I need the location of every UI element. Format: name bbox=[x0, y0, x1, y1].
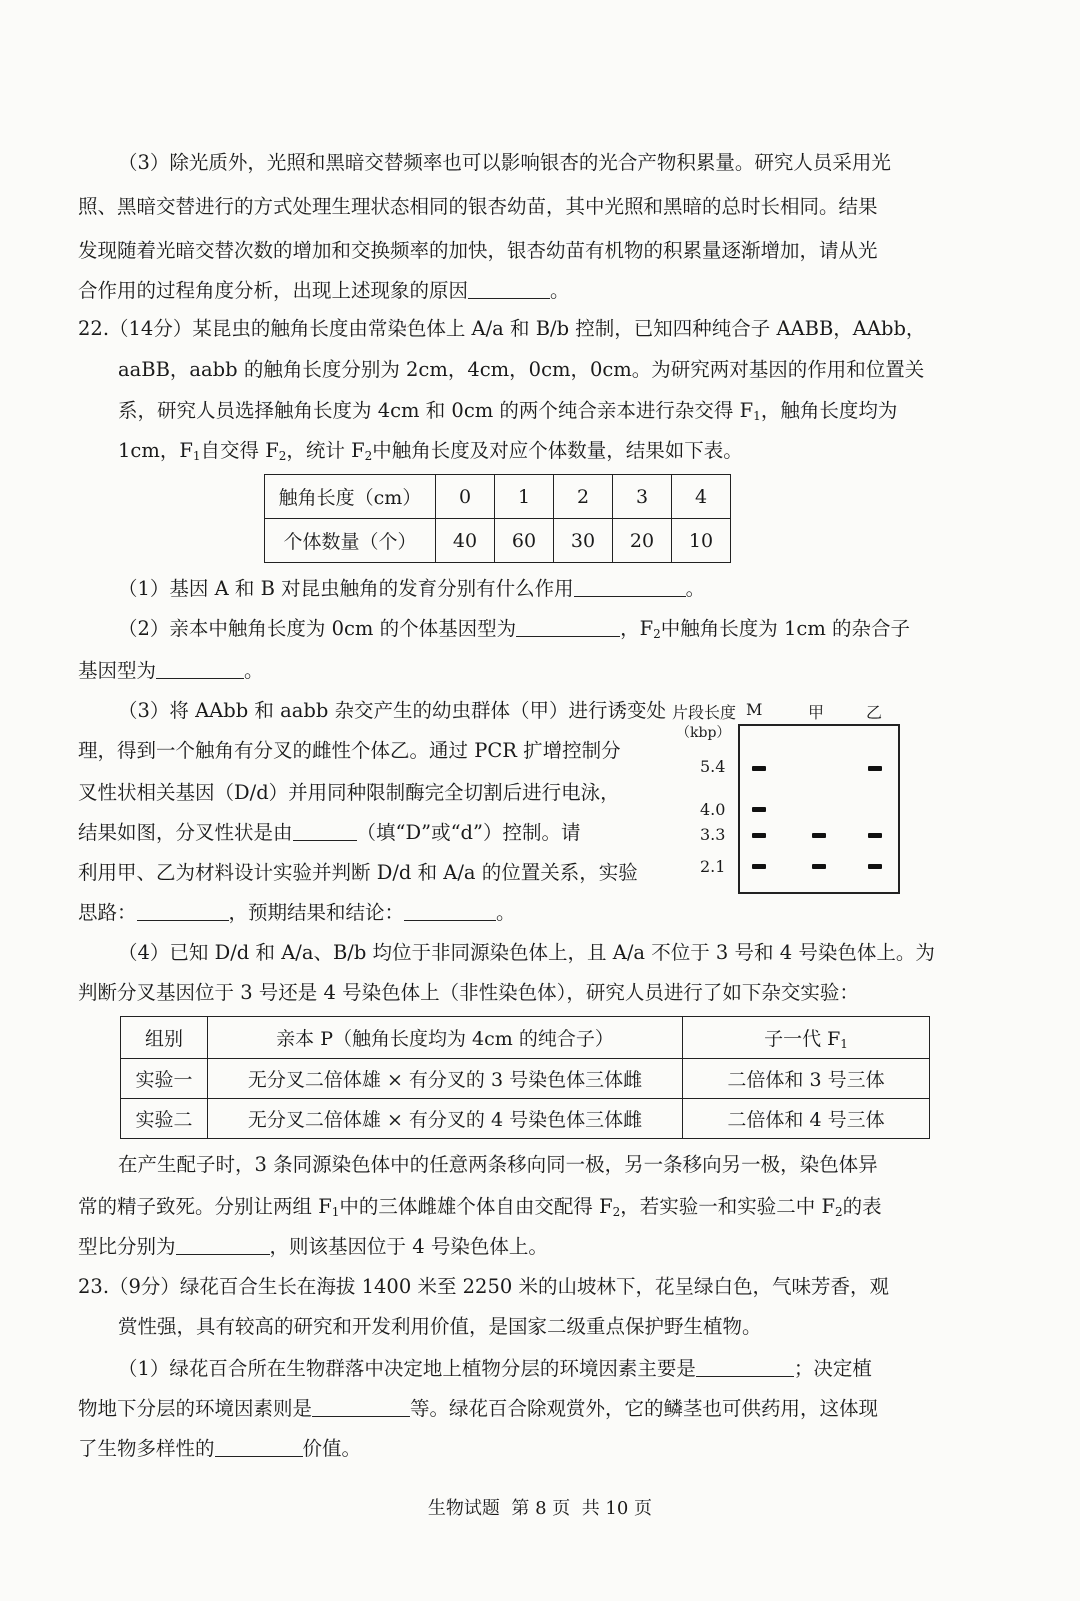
q22-3-line-5: 利用甲、乙为材料设计实验并判断 D/d 和 A/a 的位置关系，实验 bbox=[78, 861, 638, 884]
table-cell: 二倍体和 4 号三体 bbox=[683, 1099, 930, 1139]
table-cell: 无分叉二倍体雄 × 有分叉的 4 号染色体三体雌 bbox=[208, 1099, 683, 1139]
q22-line-3-c: ，触角长度均为 bbox=[760, 399, 898, 422]
q22-4-line-2: 判断分叉基因位于 3 号还是 4 号染色体上（非性染色体），研究人员进行了如下杂交实验： bbox=[78, 981, 859, 1004]
q23-1-b: ；决定植 bbox=[793, 1357, 872, 1380]
subscript: 2 bbox=[834, 1205, 843, 1219]
table-cell: 20 bbox=[613, 519, 672, 563]
q22-4b-e: ，若实验一和实验二中 F bbox=[620, 1195, 835, 1218]
gel-band bbox=[812, 833, 826, 838]
q22-3-line-1: （3）将 AAbb 和 aabb 杂交产生的幼虫群体（甲）进行诱变处 bbox=[118, 699, 667, 722]
table-cell: 4 bbox=[672, 475, 731, 519]
answer-blank[interactable] bbox=[137, 900, 229, 921]
q22-4b-a: 常的精子致死。分别让两组 F bbox=[78, 1195, 332, 1218]
gel-size-label: 2.1 bbox=[700, 857, 726, 876]
q23-line-2: 赏性强，具有较高的研究和开发利用价值，是国家二级重点保护野生植物。 bbox=[118, 1315, 762, 1338]
gel-size-label: 3.3 bbox=[700, 825, 726, 844]
q22-line-4-a: 1cm，F bbox=[118, 439, 193, 462]
q22-1-line bbox=[118, 574, 705, 604]
subscript: 1 bbox=[192, 449, 201, 463]
gel-axis-title: 片段长度 bbox=[672, 703, 737, 722]
answer-blank[interactable] bbox=[312, 1396, 410, 1417]
q22-4b-c: 中的三体雌雄个体自由交配得 F bbox=[339, 1195, 613, 1218]
gel-band bbox=[868, 864, 882, 869]
gel-image bbox=[738, 724, 900, 894]
q22-3-text-d: ，预期结果和结论： bbox=[228, 901, 405, 924]
table-cell: 10 bbox=[672, 519, 731, 563]
cross-experiment-table bbox=[120, 1016, 930, 1139]
table-cell: 实验二 bbox=[121, 1099, 208, 1139]
q21-3-end: 。 bbox=[550, 279, 570, 302]
gel-band bbox=[752, 833, 766, 838]
q22-line-4-g: 中触角长度及对应个体数量，结果如下表。 bbox=[372, 439, 743, 462]
q22-line-2: aaBB，aabb 的触角长度分别为 2cm，4cm，0cm，0cm。为研究两对基因的作用和位置关 bbox=[118, 358, 925, 381]
q22-3-line-3: 叉性状相关基因（D/d）并用同种限制酶完全切割后进行电泳， bbox=[78, 781, 620, 804]
page-footer: 生物试题 第 8 页 共 10 页 bbox=[427, 1498, 653, 1519]
table-cell: 2 bbox=[554, 475, 613, 519]
answer-blank[interactable] bbox=[176, 1234, 270, 1255]
q22-3-end: 。 bbox=[496, 901, 516, 924]
q22-4b-line-3 bbox=[78, 1232, 548, 1262]
table-cell: 3 bbox=[613, 475, 672, 519]
q21-3-text: 合作用的过程角度分析，出现上述现象的原因 bbox=[78, 279, 469, 302]
q22-line-4 bbox=[118, 436, 743, 471]
table-header: 亲本 P（触角长度均为 4cm 的纯合子） bbox=[208, 1017, 683, 1059]
q22-2-text-b: ，F bbox=[620, 617, 654, 640]
gel-axis-unit: （kbp） bbox=[676, 725, 731, 741]
subscript: 1 bbox=[753, 409, 761, 423]
q22-1-text: （1）基因 A 和 B 对昆虫触角的发育分别有什么作用 bbox=[118, 577, 574, 600]
subscript: 2 bbox=[612, 1205, 621, 1219]
table-cell: 无分叉二倍体雄 × 有分叉的 3 号染色体三体雌 bbox=[208, 1059, 683, 1099]
q22-3-text-a: 结果如图，分叉性状是由 bbox=[78, 821, 293, 844]
answer-blank[interactable] bbox=[404, 900, 496, 921]
gel-band bbox=[752, 766, 766, 771]
answer-blank[interactable] bbox=[516, 616, 620, 637]
subscript: 2 bbox=[364, 449, 373, 463]
answer-blank[interactable] bbox=[293, 820, 357, 841]
q22-2-line-1 bbox=[118, 614, 910, 649]
q23-1-f: 价值。 bbox=[302, 1437, 362, 1460]
table-header: 个体数量（个） bbox=[265, 519, 436, 563]
gel-lane-label-jia: 甲 bbox=[808, 703, 825, 722]
q22-4b-h: 型比分别为 bbox=[78, 1235, 176, 1258]
q22-line-3-a: 系，研究人员选择触角长度为 4cm 和 0cm 的两个纯合亲本进行杂交得 F bbox=[118, 399, 754, 422]
answer-blank[interactable] bbox=[468, 278, 550, 299]
table-cell: 60 bbox=[495, 519, 554, 563]
q23-1-line-1 bbox=[118, 1354, 872, 1384]
gel-band bbox=[868, 833, 882, 838]
gel-size-label: 4.0 bbox=[700, 800, 726, 819]
table-header-text: 子一代 F bbox=[764, 1028, 841, 1050]
q22-3-text-b: （填“D”或“d”）控制。请 bbox=[356, 821, 581, 844]
q22-4b-g: 的表 bbox=[842, 1195, 882, 1218]
q21-3-line-3: 发现随着光暗交替次数的增加和交换频率的加快，银杏幼苗有机物的积累量逐渐增加，请从光 bbox=[78, 239, 878, 262]
q22-1-end: 。 bbox=[685, 577, 706, 600]
q23-1-d: 等。绿花百合除观赏外，它的鳞茎也可供药用，这体现 bbox=[410, 1397, 879, 1420]
q22-line-4-e: ，统计 F bbox=[286, 439, 365, 462]
q22-line-3 bbox=[118, 396, 897, 431]
q21-3-line-2: 照、黑暗交替进行的方式处理生理状态相同的银杏幼苗，其中光照和黑暗的总时长相同。结果 bbox=[78, 195, 878, 218]
q22-3-line-2: 理，得到一个触角有分叉的雌性个体乙。通过 PCR 扩增控制分 bbox=[78, 739, 621, 762]
answer-blank[interactable] bbox=[696, 1356, 794, 1377]
gel-band bbox=[868, 766, 882, 771]
antenna-length-table bbox=[264, 474, 731, 563]
q23-1-line-2 bbox=[78, 1394, 878, 1424]
q22-2-text-c: 中触角长度为 1cm 的杂合子 bbox=[660, 617, 911, 640]
q22-2-text-a: （2）亲本中触角长度为 0cm 的个体基因型为 bbox=[118, 617, 517, 640]
q22-2-text-d: 基因型为 bbox=[78, 659, 157, 682]
table-cell: 0 bbox=[436, 475, 495, 519]
gel-band bbox=[752, 807, 766, 812]
gel-band bbox=[752, 864, 766, 869]
q22-3-line-4 bbox=[78, 818, 581, 848]
q22-4b-line-2 bbox=[78, 1192, 882, 1227]
gel-band bbox=[812, 864, 826, 869]
q22-3-line-6 bbox=[78, 898, 516, 928]
q21-3-line-4 bbox=[78, 276, 570, 306]
table-cell: 二倍体和 3 号三体 bbox=[683, 1059, 930, 1099]
table-header: 触角长度（cm） bbox=[265, 475, 436, 519]
table-cell: 40 bbox=[436, 519, 495, 563]
answer-blank[interactable] bbox=[574, 576, 686, 597]
subscript: 1 bbox=[840, 1037, 848, 1051]
q21-3-line-1: （3）除光质外，光照和黑暗交替频率也可以影响银杏的光合产物积累量。研究人员采用光 bbox=[118, 151, 891, 174]
gel-lane-label-yi: 乙 bbox=[866, 703, 883, 722]
q22-4-line-1: （4）已知 D/d 和 A/a、B/b 均位于非同源染色体上，且 A/a 不位于 3 号和 4 号染色体上。为 bbox=[118, 941, 935, 964]
q22-4b-i: ，则该基因位于 4 号染色体上。 bbox=[269, 1235, 548, 1258]
q22-line-1: 22.（14分）某昆虫的触角长度由常染色体上 A/a 和 B/b 控制，已知四种纯合子 AABB，AAbb， bbox=[78, 317, 926, 340]
table-cell: 30 bbox=[554, 519, 613, 563]
q22-2-end: 。 bbox=[244, 659, 264, 682]
answer-blank[interactable] bbox=[156, 658, 244, 679]
subscript: 1 bbox=[331, 1205, 340, 1219]
answer-blank[interactable] bbox=[215, 1436, 303, 1457]
table-header: 组别 bbox=[121, 1017, 208, 1059]
q23-1-c: 物地下分层的环境因素则是 bbox=[78, 1397, 313, 1420]
subscript: 2 bbox=[653, 627, 661, 641]
q22-3-text-c: 思路： bbox=[78, 901, 137, 924]
gel-lane-label-m: M bbox=[746, 700, 763, 719]
q22-line-4-c: 自交得 F bbox=[200, 439, 279, 462]
q23-line-1: 23.（9分）绿花百合生长在海拔 1400 米至 2250 米的山坡林下，花呈绿白色，气味芳香，观 bbox=[78, 1275, 889, 1298]
q23-1-e: 了生物多样性的 bbox=[78, 1437, 215, 1460]
q23-1-a: （1）绿花百合所在生物群落中决定地上植物分层的环境因素主要是 bbox=[118, 1357, 696, 1380]
table-cell: 实验一 bbox=[121, 1059, 208, 1099]
q22-4b-line-1: 在产生配子时，3 条同源染色体中的任意两条移向同一极，另一条移向另一极，染色体异 bbox=[118, 1153, 878, 1176]
subscript: 2 bbox=[278, 449, 287, 463]
table-header bbox=[683, 1017, 930, 1059]
table-cell: 1 bbox=[495, 475, 554, 519]
q22-2-line-2 bbox=[78, 656, 264, 686]
gel-size-label: 5.4 bbox=[700, 757, 726, 776]
q23-1-line-3 bbox=[78, 1434, 361, 1464]
